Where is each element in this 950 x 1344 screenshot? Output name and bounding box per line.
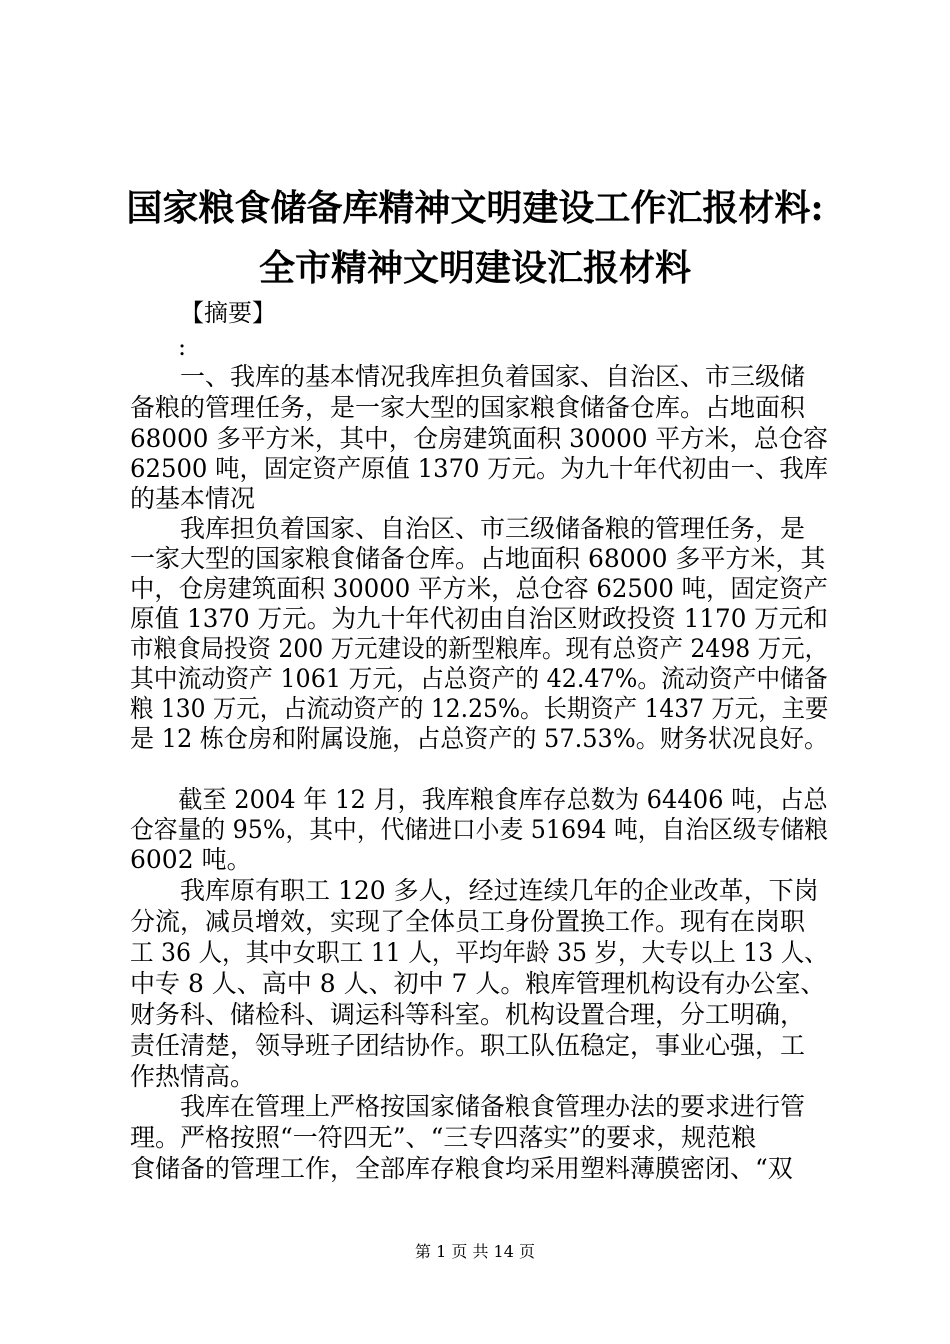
body-line: 我库担负着国家、自治区、市三级储备粮的管理任务，是	[130, 514, 806, 543]
body-line: 我库原有职工 120 多人，经过连续几年的企业改革，下岗	[130, 876, 819, 905]
body-line: 市粮食局投资 200 万元建设的新型粮库。现有总资产 2498 万元，	[130, 634, 829, 663]
page-footer: 第 1 页 共 14 页	[415, 1242, 535, 1261]
body-line: 财务科、储检科、调运科等科室。机构设置合理，分工明确，	[130, 1000, 806, 1029]
body-line: 中专 8 人、高中 8 人、初中 7 人。粮库管理机构设有办公室、	[130, 969, 826, 998]
body-line: 截至 2004 年 12 月，我库粮食库存总数为 64406 吨，占总	[130, 785, 828, 814]
body-line: 我库在管理上严格按国家储备粮食管理办法的要求进行管	[130, 1092, 806, 1121]
abstract-label: 【摘要】	[180, 299, 276, 327]
body-line: 食储备的管理工作，全部库存粮食均采用塑料薄膜密闭、“双	[130, 1154, 793, 1183]
body-line: 理。严格按照“一符四无”、“三专四落实”的要求，规范粮	[130, 1123, 757, 1152]
body-line: 责任清楚，领导班子团结协作。职工队伍稳定，事业心强，工	[130, 1031, 806, 1060]
body-line: 粮 130 万元，占流动资产的 12.25%。长期资产 1437 万元，主要	[130, 694, 829, 723]
body-line: 62500 吨，固定资产原值 1370 万元。为九十年代初由一、我库	[130, 454, 828, 483]
document-title-line-1: 国家粮食储备库精神文明建设工作汇报材料:	[126, 187, 824, 229]
body-line: 分流，减员增效，实现了全体员工身份置换工作。现有在岗职	[130, 907, 806, 936]
body-line: 作热情高。	[130, 1062, 256, 1091]
body-line: 6002 吨。	[130, 845, 252, 874]
body-line: 备粮的管理任务，是一家大型的国家粮食储备仓库。占地面积	[130, 393, 806, 422]
document-title-line-2: 全市精神文明建设汇报材料	[258, 247, 691, 289]
body-line: 中，仓房建筑面积 30000 平方米，总仓容 62500 吨，固定资产	[130, 574, 828, 603]
abstract-colon: :	[178, 333, 187, 361]
body-line: 是 12 栋仓房和附属设施，占总资产的 57.53%。财务状况良好。	[130, 724, 828, 753]
body-line: 原值 1370 万元。为九十年代初由自治区财政投资 1170 万元和	[130, 604, 829, 633]
body-line: 的基本情况	[130, 484, 256, 513]
body-line: 一家大型的国家粮食储备仓库。占地面积 68000 多平方米，其	[130, 544, 826, 573]
body-line: 仓容量的 95%，其中，代储进口小麦 51694 吨，自治区级专储粮	[130, 815, 828, 844]
body-line: 一、我库的基本情况我库担负着国家、自治区、市三级储	[130, 362, 806, 391]
body-line: 工 36 人，其中女职工 11 人，平均年龄 35 岁，大专以上 13 人、	[130, 938, 828, 967]
body-line: 其中流动资产 1061 万元，占总资产的 42.47%。流动资产中储备	[130, 664, 828, 693]
body-line: 68000 多平方米，其中，仓房建筑面积 30000 平方米，总仓容	[130, 424, 828, 453]
